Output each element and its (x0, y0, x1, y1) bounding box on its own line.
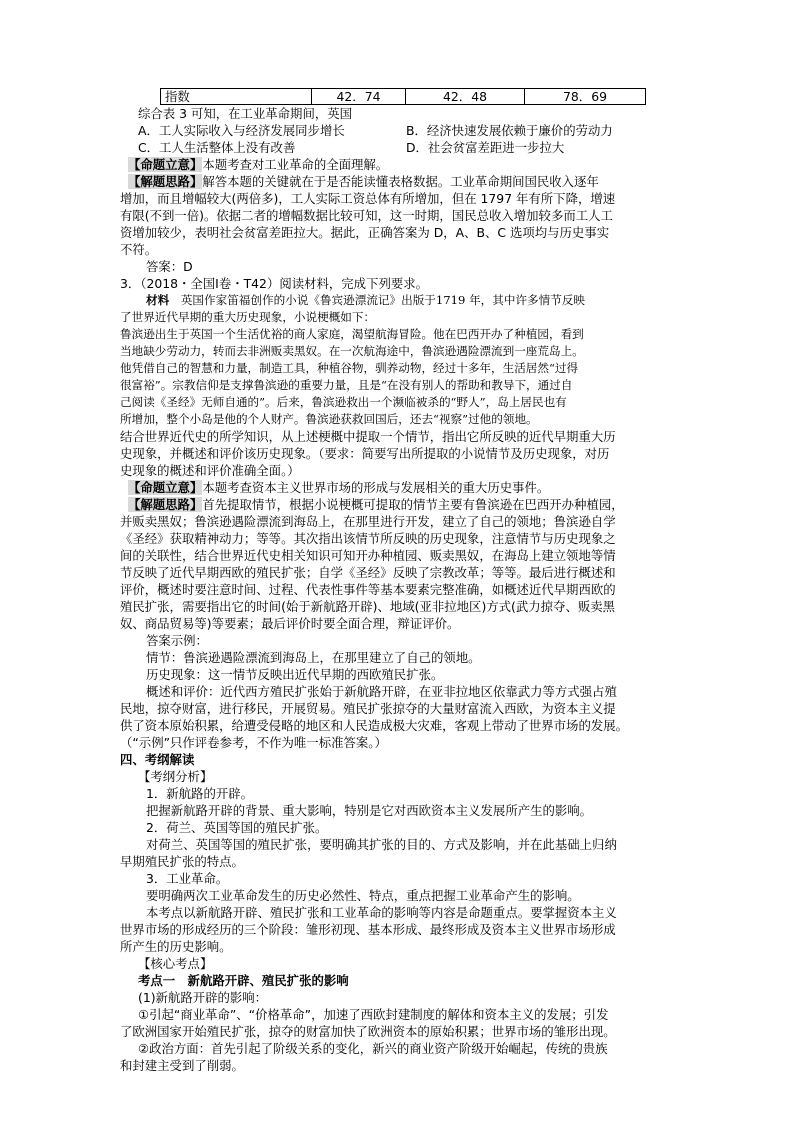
jieti-tag: 【解题思路】 (128, 174, 203, 189)
paragraph-line: 《圣经》获取精神动力；等等。其次指出该情节所反映的历史现象，注意情节与历史现象之 (120, 531, 616, 546)
summary-line: 本考点以新航路开辟、殖民扩张和工业革命的影响等内容是命题重点。要掌握资本主义 (146, 905, 617, 920)
options-row-ab (120, 122, 680, 139)
paragraph-line: 奴、商品贸易等)等要素；最后评价时要全面合理，辩证评价。 (120, 616, 460, 631)
mingti-line (120, 156, 680, 173)
politics-line: ②政治方面：首先引起了阶级关系的变化，新兴的商业资产阶级开始崛起，传统的贵族 (138, 1041, 608, 1056)
phenomenon-line: 历史现象：这一情节反映出近代早期的西欧殖民扩张。 (146, 667, 444, 682)
jieti-text: 首先提取情节，根据小说梗概可提取的情节主要有鲁滨逊在巴西开办种植园， (202, 497, 624, 512)
jieti-line (120, 173, 680, 190)
evaluation-line: （“示例”只作评卷参考，不作为唯一标准答案。） (120, 735, 387, 750)
mingti-tag: 【命题立意】 (128, 480, 203, 495)
material-line: 了世界近代早期的重大历史现象，小说梗概如下： (120, 310, 376, 324)
example-title: 答案示例： (146, 633, 208, 648)
outline-item: 2．荷兰、英国等国的殖民扩张。 (146, 820, 328, 835)
table-cell: 42．74 (312, 89, 406, 105)
document-page (120, 88, 680, 1074)
material-line: 所增加，整个小岛是他的个人财产。鲁滨逊获救回国后，还去“视察”过他的领地。 (120, 412, 538, 426)
jieti-line (120, 496, 680, 513)
outline-desc: 对荷兰、英国等国的殖民扩张，要明确其扩张的目的、方式及影响，并在此基础上归纳 (146, 837, 617, 852)
table-cell: 78．69 (525, 89, 646, 105)
options-row-cd (120, 139, 680, 156)
data-table (160, 88, 646, 105)
jieti-text: 解答本题的关键就在于是否能读懂表格数据。工业革命期间国民收入逐年 (202, 174, 599, 189)
section-title: 四、考纲解读 (120, 752, 195, 767)
jieti-tag: 【解题思路】 (128, 497, 203, 512)
option-d: D．社会贫富差距进一步拉大 (406, 140, 565, 155)
outline-desc: 早期殖民扩张的特点。 (120, 854, 244, 869)
outline-item: 3．工业革命。 (146, 871, 229, 886)
paragraph-line: 不符。 (120, 242, 158, 257)
core-tag: 【核心考点】 (138, 956, 213, 971)
outline-desc: 要明确两次工业革命发生的历史必然性、特点，重点把握工业革命产生的影响。 (146, 888, 580, 903)
paragraph-line: 殖民扩张，需要指出它的时间(始于新航路开辟)、地域(亚非拉地区)方式(武力掠夺、贩卖黑 (120, 599, 616, 614)
sub-heading: (1)新航路开辟的影响： (138, 990, 268, 1005)
question-stem: 综合表 3 可知，在工业革命期间，英国 (138, 106, 353, 121)
mingti-text: 本题考查资本主义世界市场的形成与发展相关的重大历史事件。 (202, 480, 550, 495)
question-3-head: 3．（2018・全国Ⅰ卷・T42）阅读材料，完成下列要求。 (120, 276, 429, 291)
table-cell: 指数 (161, 89, 312, 105)
material-line: 他凭借自己的智慧和力量，制造工具，种植谷物，驯养动物，经过十多年，生活居然“过得 (120, 361, 579, 375)
econ-line: 了欧洲国家开始殖民扩张，掠夺的财富加快了欧洲资本的原始积累；世界市场的雏形出现。 (120, 1024, 616, 1039)
evaluation-line: 概述和评价：近代西方殖民扩张始于新航路开辟，在亚非拉地区依靠武力等方式强占殖 (146, 684, 617, 699)
requirement-line: 结合世界近代史的所学知识，从上述梗概中提取一个情节，指出它所反映的近代早期重大历 (120, 429, 616, 444)
mingti-text: 本题考查对工业革命的全面理解。 (202, 157, 389, 172)
outline-desc: 把握新航路开辟的背景、重大影响，特别是它对西欧资本主义发展所产生的影响。 (146, 803, 593, 818)
paragraph-line: 节反映了近代早期西欧的殖民扩张；自学《圣经》反映了宗教改革；等等。最后进行概述和 (120, 565, 616, 580)
requirement-line: 史现象，并概述和评价该历史现象。（要求：简要写出所提取的小说情节及历史现象，对历 (120, 446, 610, 461)
summary-line: 所产生的历史影响。 (120, 939, 232, 954)
answer-line: 答案：D (146, 259, 193, 274)
requirement-line: 史现象的概述和评价准确全面。） (120, 463, 300, 478)
material-text: 英国作家笛福创作的小说《鲁宾逊漂流记》出版于1719 年，其中许多情节反映 (180, 293, 586, 307)
option-a: A．工人实际收入与经济发展同步增长 (138, 123, 345, 138)
evaluation-line: 民地，掠夺财富，进行移民，开展贸易。殖民扩张掠夺的大量财富流入西欧，为资本主义提 (120, 701, 616, 716)
table-cell: 42．48 (406, 89, 525, 105)
mingti-tag: 【命题立意】 (128, 157, 203, 172)
option-c: C．工人生活整体上没有改善 (138, 140, 296, 155)
material-line: 很富裕”。宗教信仰是支撑鲁滨逊的重要力量，且是“在没有别人的帮助和教导下，通过自 (120, 378, 573, 392)
mingti-line (120, 479, 680, 496)
paragraph-line: 并贩卖黑奴；鲁滨逊遇险漂流到海岛上，在那里进行开发，建立了自己的领地；鲁滨逊自学 (120, 514, 616, 529)
material-line: 己阅读《圣经》无师自通的”。后来，鲁滨逊救出一个濒临被杀的“野人”，岛上居民也有 (120, 395, 567, 409)
paragraph-line: 有限(不到一倍)。依据二者的增幅数据比较可知，这一时期，国民总收入增加较多而工人工 (120, 208, 613, 223)
econ-line: ①引起“商业革命”、“价格革命”，加速了西欧封建制度的解体和资本主义的发展；引发 (138, 1007, 609, 1022)
outline-item: 1．新航路的开辟。 (146, 786, 254, 801)
table-row (161, 89, 646, 105)
material-line: 鲁滨逊出生于英国一个生活优裕的商人家庭，渴望航海冒险。他在巴西开办了种植园，看到 (120, 327, 584, 341)
plot-line: 情节：鲁滨逊遇险漂流到海岛上，在那里建立了自己的领地。 (146, 650, 481, 665)
politics-line: 和封建主受到了削弱。 (120, 1058, 244, 1073)
material-line: 当地缺少劳动力，转而去非洲贩卖黑奴。在一次航海途中，鲁滨逊遇险漂流到一座荒岛上。 (120, 344, 584, 358)
kaodian-title: 考点一 新航路开辟、殖民扩张的影响 (138, 973, 349, 988)
summary-line: 世界市场的形成经历的三个阶段：雏形初现、基本形成、最终形成及资本主义世界市场形成 (120, 922, 616, 937)
paragraph-line: 间的关联性，结合世界近代史相关知识可知开办种植园、贩卖黑奴，在海岛上建立领地等情 (120, 548, 616, 563)
material-line (120, 292, 680, 309)
evaluation-line: 供了资本原始积累，给遭受侵略的地区和人民造成极大灾难，客观上带动了世界市场的发展。 (120, 718, 629, 733)
material-label: 材料 (146, 293, 170, 307)
option-b: B．经济快速发展依赖于廉价的劳动力 (406, 123, 613, 138)
paragraph-line: 评价，概述时要注意时间、过程、代表性事件等基本要素完整准确，如概述近代早期西欧的 (120, 582, 616, 597)
paragraph-line: 增加，而且增幅较大(两倍多)，工人实际工资总体有所增加，但在 1797 年有所下降，增速 (120, 191, 616, 206)
outline-tag: 【考纲分析】 (138, 769, 213, 784)
paragraph-line: 资增加较少，表明社会贫富差距拉大。据此，正确答案为 D，A、B、C 选项均与历史事实 (120, 225, 610, 240)
